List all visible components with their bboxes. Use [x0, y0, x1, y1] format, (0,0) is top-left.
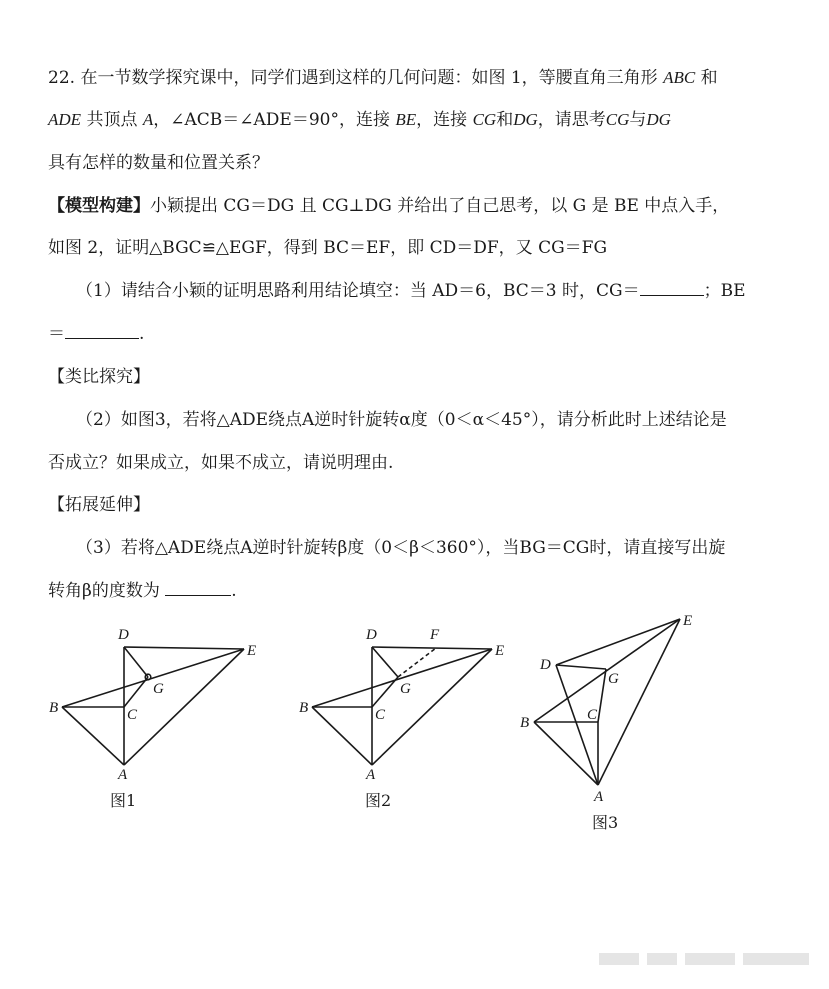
part1-sep: ；BE: [703, 281, 746, 301]
figure-1: [40, 615, 280, 815]
fig3-segment-da: [556, 665, 598, 785]
part1-line: [76, 279, 829, 303]
figure-1-caption: 图1: [110, 791, 137, 810]
fig3-label-b: B: [520, 715, 530, 731]
analogy-line-2: 否成立？如果成立，如果不成立，请说明理由.: [48, 453, 394, 473]
figure-3: [510, 605, 710, 805]
fig1-label-b: B: [49, 700, 59, 716]
analogy-line-1: （2）如图3，若将△ADE绕点A逆时针旋转α度（0＜α＜45°），请分析此时上述结论是: [76, 410, 727, 430]
connect-text: ，连接: [416, 110, 468, 130]
part1-text: （1）请结合小颖的证明思路利用结论填空：当 AD＝6，BC＝3 时，CG＝: [76, 281, 640, 301]
model-line-2: 如图 2，证明△BGC≌△EGF，得到 BC＝EF，即 CD＝DF，又 CG＝FG: [48, 238, 608, 258]
part1-line-2: [48, 322, 808, 346]
fig1-segment-ea: [124, 649, 244, 765]
fig1-segment-ba: [62, 707, 124, 765]
fig2-label-g: G: [400, 681, 411, 697]
triangle-ade: ADE: [48, 110, 82, 129]
and-text: 和: [700, 68, 718, 88]
answer-blank-cg[interactable]: [640, 281, 704, 296]
segment-dg-2: DG: [646, 110, 671, 129]
model-text-1: 小颖提出 CG＝DG 且 CG⊥DG 并给出了自己思考，以 G 是 BE 中点入手，: [150, 196, 730, 216]
fig1-label-g: G: [153, 681, 164, 697]
segment-dg: DG: [513, 110, 538, 129]
fig3-label-a: A: [594, 789, 604, 805]
fig2-label-a: A: [366, 767, 376, 783]
fig2-segment-dg: [372, 647, 398, 677]
model-heading: 【模型构建】: [48, 196, 150, 216]
fig1-label-a: A: [118, 767, 128, 783]
segment-be: BE: [395, 110, 417, 129]
fig1-segment-de: [124, 647, 244, 649]
share-vertex-text: 共顶点: [86, 110, 138, 130]
fig1-label-c: C: [127, 707, 138, 723]
fig3-segment-ba: [534, 722, 598, 785]
question-line-3: 具有怎样的数量和位置关系？: [48, 153, 269, 173]
fig3-segment-be: [534, 619, 680, 722]
fig2-label-c: C: [375, 707, 386, 723]
extend-text-2: 转角β的度数为: [48, 581, 160, 601]
point-a: A: [142, 110, 154, 129]
part1-eq: ＝: [48, 324, 65, 344]
fig2-segment-ba: [312, 707, 372, 765]
model-line-1: [48, 194, 808, 218]
with-text: 与: [629, 110, 647, 130]
fig2-segment-be: [312, 649, 492, 707]
figure-3-caption: 图3: [592, 813, 619, 832]
fig2-segment-cg: [372, 677, 398, 707]
fig3-segment-ea: [598, 619, 680, 785]
triangle-abc: ABC: [663, 68, 696, 87]
fig2-label-e: E: [495, 643, 505, 659]
question-intro-1: 在一节数学探究课中，同学们遇到这样的几何问题：如图 1，等腰直角三角形: [80, 68, 658, 88]
part1-end: .: [139, 324, 145, 344]
and2-text: 和: [496, 110, 514, 130]
fig2-segment-ea: [372, 649, 492, 765]
fig3-label-e: E: [683, 613, 693, 629]
fig3-label-c: C: [587, 707, 598, 723]
question-number: 22.: [48, 68, 76, 88]
figure-2: [290, 615, 530, 815]
fig2-label-b: B: [299, 700, 309, 716]
extend-end: .: [231, 581, 237, 601]
question-line-1: [48, 66, 808, 90]
fig1-segment-cg: [124, 677, 148, 707]
answer-blank-beta[interactable]: [165, 581, 231, 596]
angles-text: ，∠ACB＝∠ADE＝90°，连接: [153, 110, 390, 130]
think-text: ，请思考: [537, 110, 606, 130]
fig1-segment-dg: [124, 647, 148, 677]
fig3-label-d: D: [540, 657, 551, 673]
answer-blank-be[interactable]: [65, 324, 139, 339]
extend-line-2: [48, 579, 808, 603]
fig2-segment-de: [372, 647, 492, 649]
fig3-segment-dg: [556, 665, 606, 669]
extend-line-1: （3）若将△ADE绕点A逆时针旋转β度（0＜β＜360°），当BG＝CG时，请直接写出旋: [76, 538, 726, 558]
fig1-label-d: D: [118, 627, 129, 643]
watermark-logo: [599, 951, 809, 967]
segment-cg: CG: [472, 110, 497, 129]
fig2-label-d: D: [366, 627, 377, 643]
fig3-label-g: G: [608, 671, 619, 687]
segment-cg-2: CG: [605, 110, 630, 129]
fig1-label-e: E: [247, 643, 257, 659]
fig1-segment-be: [62, 649, 244, 707]
figure-2-caption: 图2: [365, 791, 392, 810]
fig2-label-f: F: [430, 627, 440, 643]
analogy-heading: 【类比探究】: [48, 367, 150, 387]
question-line-2: [48, 108, 808, 132]
extend-heading: 【拓展延伸】: [48, 495, 150, 515]
